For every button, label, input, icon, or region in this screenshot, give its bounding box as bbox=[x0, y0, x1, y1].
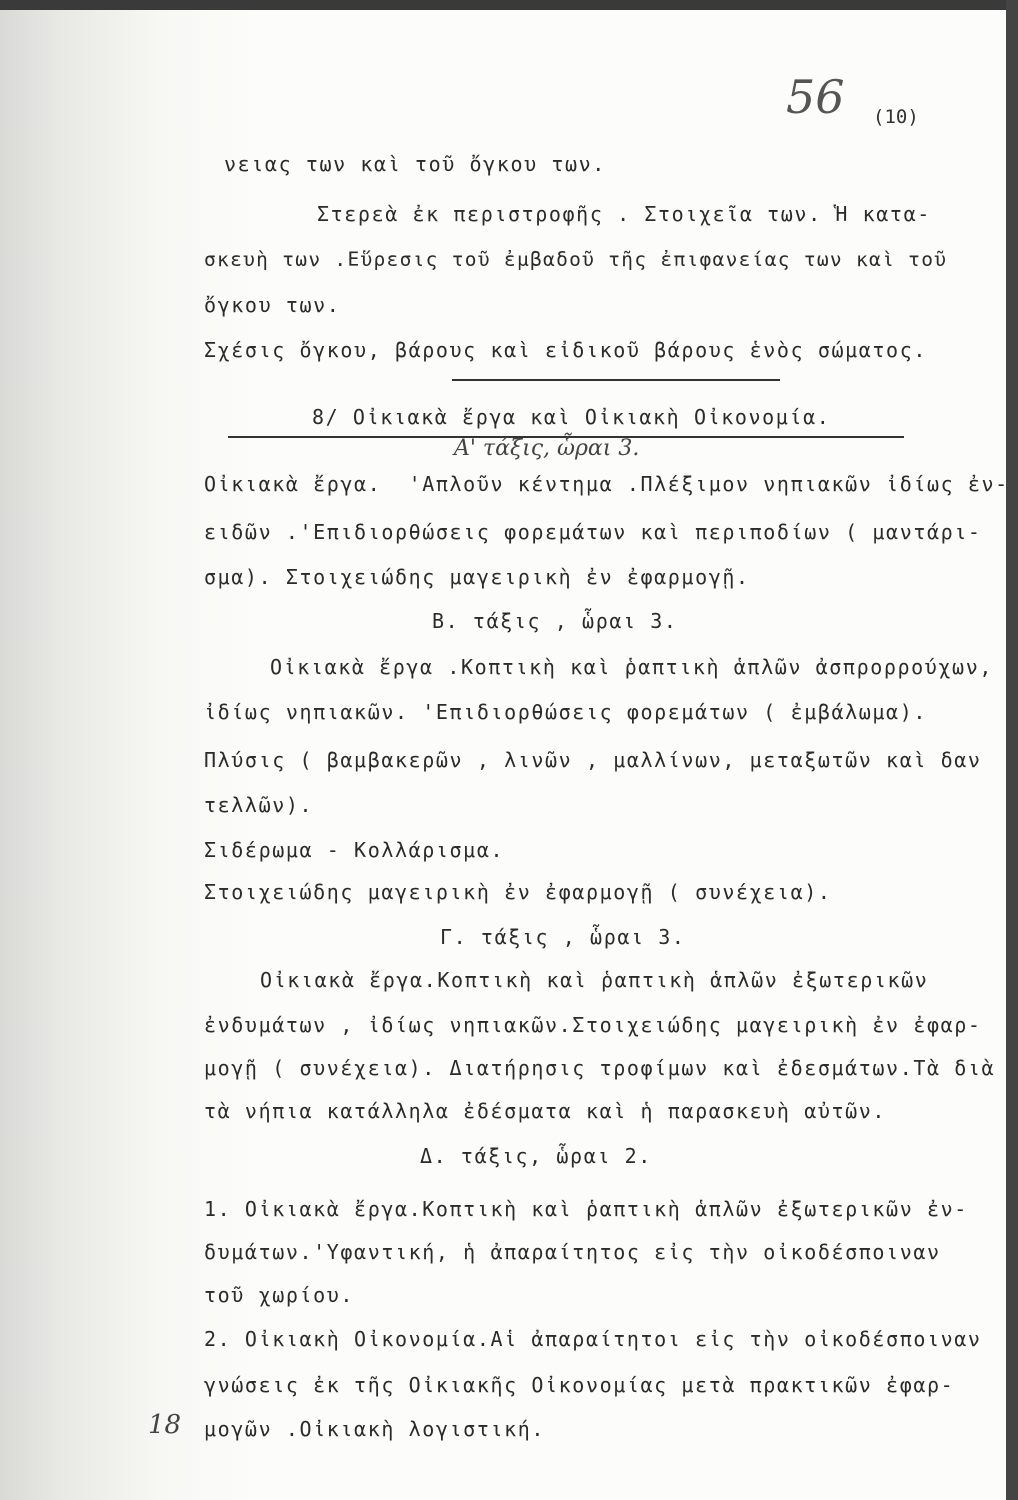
text-line: μογῇ ( συνέχεια). Διατήρησις τροφίμων καὶ ἐδεσμάτων.Τὰ διὰ bbox=[204, 1056, 996, 1080]
text-line: δυμάτων.'Υφαντική, ἡ ἀπαραίτητος εἰς τὴν οἰκοδέσποιναν bbox=[204, 1240, 941, 1264]
page-number: (10) bbox=[873, 106, 919, 128]
text-line: σκευὴ των .Εὕρεσις τοῦ ἐμβαδοῦ τῆς ἐπιφανείας των καὶ τοῦ bbox=[204, 248, 948, 271]
scan-edge-right bbox=[1006, 0, 1018, 1500]
text-line: ὄγκου των. bbox=[204, 293, 341, 317]
text-line: Πλύσις ( βαμβακερῶν , λινῶν , μαλλίνων, μεταξωτῶν καὶ δαν bbox=[204, 748, 982, 772]
text-line: νειας των καὶ τοῦ ὄγκου των. bbox=[224, 152, 606, 176]
handwritten-class-heading: Α' τάξις, ὧραι 3. bbox=[454, 436, 640, 461]
text-line: ἰδίως νηπιακῶν. 'Επιδιορθώσεις φορεμάτων ( ἐμβάλωμα). bbox=[204, 700, 927, 724]
text-line: σμα). Στοιχειώδης μαγειρικὴ ἐν ἐφαρμογῇ. bbox=[204, 565, 750, 589]
section-divider bbox=[452, 379, 780, 381]
section-heading: 8/ Οἰκιακὰ ἔργα καὶ Οἰκιακὴ Οἰκονομία. bbox=[312, 405, 831, 429]
text-line: τὰ νήπια κατάλληλα ἐδέσματα καὶ ἡ παρασκευὴ αὐτῶν. bbox=[204, 1099, 887, 1123]
text-line: Στερεὰ ἐκ περιστροφῆς . Στοιχεῖα των. Ἡ κατα- bbox=[317, 202, 931, 226]
text-line: γνώσεις ἐκ τῆς Οἰκιακῆς Οἰκονομίας μετὰ πρακτικῶν ἐφαρ- bbox=[204, 1373, 955, 1397]
class-heading: Γ. τάξις , ὧραι 3. bbox=[440, 925, 686, 949]
text-line: ειδῶν .'Επιδιορθώσεις φορεμάτων καὶ περιποδίων ( μαντάρι- bbox=[204, 520, 982, 544]
text-line: 1. Οἰκιακὰ ἔργα.Κοπτικὴ καὶ ῥαπτικὴ ἁπλῶν ἐξωτερικῶν ἐν- bbox=[204, 1197, 968, 1221]
text-line: Στοιχειώδης μαγειρικὴ ἐν ἐφαρμογῇ ( συνέχεια). bbox=[204, 880, 832, 904]
class-heading: Δ. τάξις, ὧραι 2. bbox=[420, 1144, 652, 1168]
text-line: τοῦ χωρίου. bbox=[204, 1283, 355, 1307]
text-line: τελλῶν). bbox=[204, 793, 314, 817]
text-line: Οἰκιακὰ ἔργα .Κοπτικὴ καὶ ῥαπτικὴ ἁπλῶν ἀσπρορρούχων, bbox=[270, 655, 993, 679]
text-line: Σχέσις ὄγκου, βάρους καὶ εἰδικοῦ βάρους ἑνὸς σώματος. bbox=[204, 338, 927, 362]
text-line: Οἰκιακὰ ἔργα. 'Απλοῦν κέντημα .Πλέξιμον νηπιακῶν ἰδίως ἐν- bbox=[204, 472, 1009, 496]
text-line: ἐνδυμάτων , ἰδίως νηπιακῶν.Στοιχειώδης μαγειρικὴ ἐν ἐφαρ- bbox=[204, 1013, 982, 1037]
bleed-through bbox=[330, 128, 342, 150]
text-line: Οἰκιακὰ ἔργα.Κοπτικὴ καὶ ῥαπτικὴ ἁπλῶν ἐξωτερικῶν bbox=[260, 968, 929, 992]
margin-note: 18 bbox=[148, 1410, 182, 1440]
text-line: 2. Οἰκιακὴ Οἰκονομία.Αἱ ἀπαραίτητοι εἰς τὴν οἰκοδέσποιναν bbox=[204, 1327, 982, 1351]
scan-edge-top bbox=[0, 0, 1018, 10]
text-line: μογῶν .Οἰκιακὴ λογιστική. bbox=[204, 1417, 546, 1441]
class-heading: Β. τάξις , ὧραι 3. bbox=[432, 609, 678, 633]
text-line: Σιδέρωμα - Κολλάρισμα. bbox=[204, 838, 505, 862]
folio-number: 56 bbox=[786, 70, 845, 124]
